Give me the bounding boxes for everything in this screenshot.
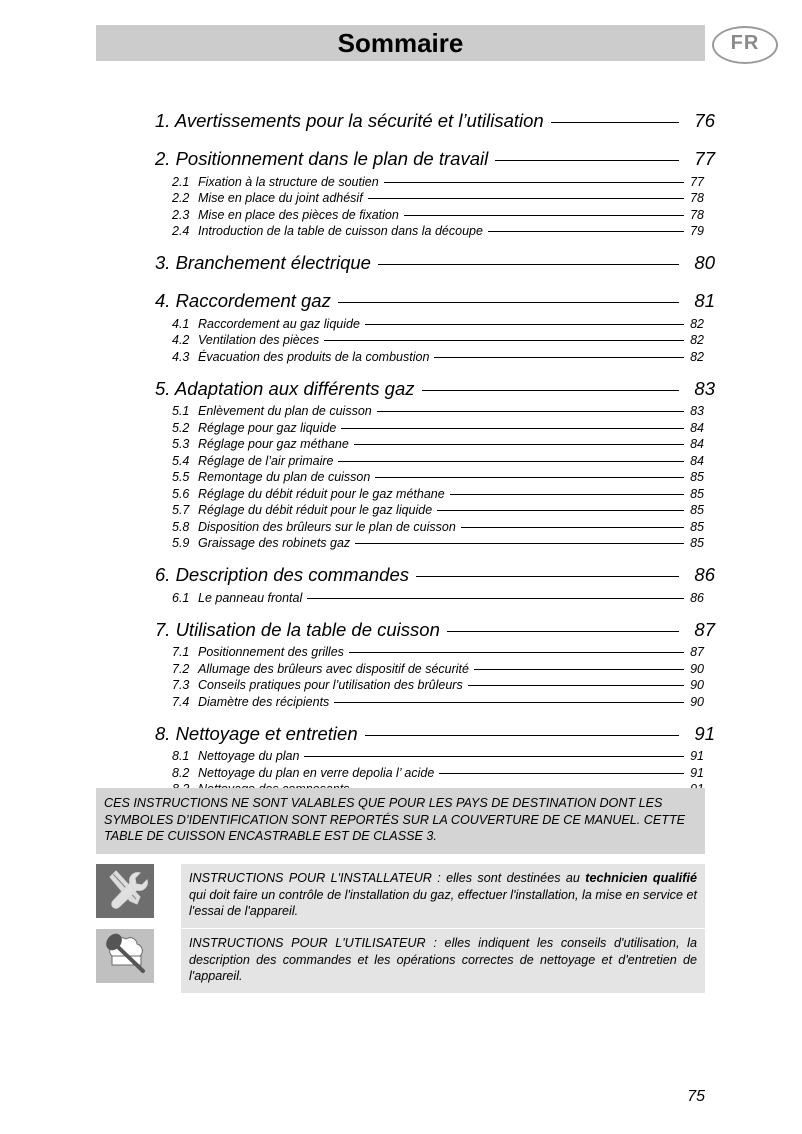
toc-sub-label xyxy=(172,678,466,692)
toc-sub-number: 7.4 xyxy=(172,694,190,709)
toc-sub-title: Évacuation des produits de la combustion xyxy=(198,349,430,364)
toc-sub-page: 90 xyxy=(690,661,704,676)
toc-sub-label xyxy=(172,520,459,534)
toc-leader-line xyxy=(404,215,684,216)
toc-main-page: 76 xyxy=(694,110,715,131)
toc-entry-main[interactable] xyxy=(155,550,715,588)
toc-sub-label xyxy=(172,437,352,451)
toc-sub-number: 6.1 xyxy=(172,590,190,605)
toc-sub-number: 5.1 xyxy=(172,404,190,418)
chef-hat-spoon-icon xyxy=(96,929,154,983)
toc-entry-sub[interactable] xyxy=(172,222,704,239)
toc-sub-page: 86 xyxy=(690,590,704,605)
toc-entry-sub[interactable] xyxy=(172,347,704,364)
toc-sub-page: 83 xyxy=(690,404,704,418)
toc-group xyxy=(0,96,802,134)
toc-sub-page: 84 xyxy=(690,437,704,451)
toc-group xyxy=(0,134,802,238)
toc-sub-label xyxy=(172,749,302,763)
language-badge: FR xyxy=(712,26,778,64)
toc-leader-line xyxy=(334,702,684,703)
toc-leader-line xyxy=(434,357,684,358)
toc-entry-main[interactable] xyxy=(155,238,715,276)
toc-main-page: 87 xyxy=(694,618,715,640)
toc-entry-main[interactable] xyxy=(155,364,715,402)
toc-main-page: 80 xyxy=(694,252,715,273)
toc-main-label: 8. Nettoyage et entretien xyxy=(155,722,358,744)
toc-leader-line xyxy=(416,576,679,577)
toc-sub-page: 85 xyxy=(690,470,704,484)
toc-entry-sub[interactable] xyxy=(172,331,704,348)
toc-sub-label xyxy=(172,487,448,501)
toc-sub-number: 5.9 xyxy=(172,536,190,550)
toc-leader-line xyxy=(377,411,684,412)
toc-sub-label xyxy=(172,766,437,780)
toc-entry-sub[interactable] xyxy=(172,468,704,485)
toc-entry-sub[interactable] xyxy=(172,588,704,605)
toc-sub-title: Enlèvement du plan de cuisson xyxy=(198,404,372,418)
toc-sub-page: 90 xyxy=(690,694,704,709)
toc-main-label: 2. Positionnement dans le plan de travail xyxy=(155,148,489,169)
toc-sub-page: 84 xyxy=(690,420,704,435)
toc-sub-label xyxy=(172,191,366,205)
toc-sub-page: 85 xyxy=(690,536,704,550)
toc-main-label: 1. Avertissements pour la sécurité et l’utilisation xyxy=(155,110,544,131)
toc-main-page: 77 xyxy=(694,148,715,169)
toc-entry-sub[interactable] xyxy=(172,314,704,331)
toc-sub-label xyxy=(172,454,336,468)
toc-leader-line xyxy=(375,477,684,478)
toc-sub-number: 5.3 xyxy=(172,437,190,451)
toc-sub-page: 78 xyxy=(690,191,704,205)
toc-sub-number: 7.2 xyxy=(172,661,190,676)
toc-leader-line xyxy=(368,198,684,199)
toc-leader-line xyxy=(468,685,684,686)
toc-sub-number: 5.2 xyxy=(172,420,190,435)
toc-leader-line xyxy=(338,302,679,303)
toc-sub-title: Fixation à la structure de soutien xyxy=(198,174,379,189)
toc-sub-label xyxy=(172,536,353,550)
toc-sub-number: 5.4 xyxy=(172,453,190,468)
toc-sub-title: Réglage pour gaz méthane xyxy=(198,437,349,451)
toc-sub-label xyxy=(172,175,382,189)
toc-sub-page: 91 xyxy=(690,749,704,763)
toc-leader-line xyxy=(422,390,679,391)
toc-sub-number: 8.1 xyxy=(172,749,190,763)
toc-main-label: 5. Adaptation aux différents gaz xyxy=(155,377,415,399)
toc-sub-title: Nettoyage du plan en verre depolia l’ acide xyxy=(198,765,435,780)
toc-sub-label xyxy=(172,591,305,605)
destination-countries-notice: CES INSTRUCTIONS NE SONT VALABLES QUE POUR LES PAYS DE DESTINATION DONT LES SYMBOLES D’IDENTIFICATION SONT REPORTÉS SUR LA COUVERTURE DE CE MANUEL. CETTE TABLE DE CUISSON ENCASTRABLE EST DE CLASSE 3. xyxy=(96,788,705,854)
toc-sub-number: 4.3 xyxy=(172,349,190,364)
toc-entry-sub[interactable] xyxy=(172,534,704,551)
toc-entry-sub[interactable] xyxy=(172,763,704,780)
toc-main-label: 7. Utilisation de la table de cuisson xyxy=(155,618,440,640)
toc-entry-sub[interactable] xyxy=(172,517,704,534)
toc-sub-title: Diamètre des récipients xyxy=(198,694,330,709)
toc-sub-page: 90 xyxy=(690,678,704,692)
toc-leader-line xyxy=(365,735,679,736)
toc-leader-line xyxy=(384,182,684,183)
toc-main-page: 86 xyxy=(694,564,715,585)
toc-leader-line xyxy=(551,122,679,123)
toc-sub-number: 2.2 xyxy=(172,191,190,205)
toc-sub-title: Positionnement des grilles xyxy=(198,645,344,659)
toc-group xyxy=(0,605,802,709)
toc-sub-label xyxy=(172,404,375,418)
toc-sub-title: Nettoyage du plan xyxy=(198,749,300,763)
toc-sub-page: 87 xyxy=(690,645,704,659)
toc-leader-line xyxy=(495,160,679,161)
toc-leader-line xyxy=(437,510,684,511)
page-number: 75 xyxy=(687,1088,705,1105)
toc-sub-label xyxy=(172,470,373,484)
toc-leader-line xyxy=(488,231,684,232)
toc-sub-page: 84 xyxy=(690,453,704,468)
toc-entry-sub[interactable] xyxy=(172,418,704,435)
toc-entry-sub[interactable] xyxy=(172,402,704,419)
toc-sub-label xyxy=(172,695,332,709)
toc-sub-number: 7.3 xyxy=(172,678,190,692)
toc-leader-line xyxy=(461,527,684,528)
toc-sub-page: 85 xyxy=(690,486,704,501)
toc-leader-line xyxy=(341,428,684,429)
toc-entry-sub[interactable] xyxy=(172,643,704,660)
toc-main-label: 4. Raccordement gaz xyxy=(155,290,331,311)
toc-entry-sub[interactable] xyxy=(172,172,704,189)
toc-sub-label xyxy=(172,421,339,435)
toc-sub-number: 2.1 xyxy=(172,174,190,189)
toc-sub-label xyxy=(172,662,472,676)
toc-main-page: 81 xyxy=(694,290,715,311)
toc-sub-title: Réglage pour gaz liquide xyxy=(198,420,337,435)
toc-group xyxy=(0,238,802,276)
toc-entry-sub[interactable] xyxy=(172,692,704,709)
toc-entry-main[interactable] xyxy=(155,96,715,134)
toc-sub-number: 5.5 xyxy=(172,470,190,484)
toc-leader-line xyxy=(378,264,679,265)
toc-group xyxy=(0,364,802,551)
toc-sub-number: 4.2 xyxy=(172,333,190,347)
toc-group xyxy=(0,276,802,364)
toc-sub-label xyxy=(172,350,432,364)
toc-sub-label xyxy=(172,317,363,331)
toc-sub-page: 77 xyxy=(690,174,704,189)
toc-sub-number: 8.2 xyxy=(172,765,190,780)
toc-sub-number: 4.1 xyxy=(172,316,190,331)
toc-entry-sub[interactable] xyxy=(172,451,704,468)
toc-leader-line xyxy=(447,631,679,632)
installer-text-after: qui doit faire un contrôle de l'installation du gaz, effectuer l'installation, la mise en service et l'essai de l'appareil. xyxy=(189,887,697,918)
installer-instructions-block xyxy=(96,864,705,928)
toc-entry-main[interactable] xyxy=(155,134,715,172)
toc-sub-title: Raccordement au gaz liquide xyxy=(198,316,360,331)
toc-entry-sub[interactable] xyxy=(172,205,704,222)
toc-sub-title: Ventilation des pièces xyxy=(198,333,320,347)
table-of-contents xyxy=(0,96,802,796)
toc-sub-title: Mise en place du joint adhésif xyxy=(198,191,363,205)
installer-text-bold: technicien qualifié xyxy=(585,871,697,885)
user-instructions-text: INSTRUCTIONS POUR L'UTILISATEUR : elles indiquent les conseils d'utilisation, la description des commandes et les opérations correctes de nettoyage et d'entretien de l'appareil. xyxy=(181,929,705,993)
toc-leader-line xyxy=(324,340,684,341)
toc-leader-line xyxy=(349,652,684,653)
toc-entry-sub[interactable] xyxy=(172,501,704,518)
toc-sub-title: Introduction de la table de cuisson dans la découpe xyxy=(198,224,483,238)
toc-main-page: 83 xyxy=(694,377,715,399)
toc-leader-line xyxy=(450,494,684,495)
toc-sub-page: 82 xyxy=(690,349,704,364)
user-instructions-block xyxy=(96,929,705,993)
toc-sub-label xyxy=(172,208,402,222)
toc-sub-title: Graissage des robinets gaz xyxy=(198,536,351,550)
toc-entry-sub[interactable] xyxy=(172,189,704,206)
toc-sub-page: 85 xyxy=(690,503,704,517)
toc-sub-label xyxy=(172,333,322,347)
toc-leader-line xyxy=(304,756,684,757)
toc-entry-sub[interactable] xyxy=(172,676,704,693)
toc-entry-sub[interactable] xyxy=(172,747,704,764)
toc-sub-page: 79 xyxy=(690,224,704,238)
toc-sub-title: Disposition des brûleurs sur le plan de cuisson xyxy=(198,519,456,534)
toc-entry-main[interactable] xyxy=(155,709,715,747)
toc-leader-line xyxy=(355,543,684,544)
toc-sub-title: Remontage du plan de cuisson xyxy=(198,470,371,484)
toc-sub-page: 82 xyxy=(690,333,704,347)
toc-leader-line xyxy=(307,598,684,599)
toc-sub-number: 5.7 xyxy=(172,503,190,517)
toc-main-label: 3. Branchement électrique xyxy=(155,252,371,273)
toc-sub-page: 85 xyxy=(690,519,704,534)
toc-sub-label xyxy=(172,224,486,238)
toc-sub-number: 2.3 xyxy=(172,207,190,222)
installer-instructions-text xyxy=(181,864,705,928)
installer-text-before: INSTRUCTIONS POUR L'INSTALLATEUR : elles sont destinées au xyxy=(189,871,586,885)
wrench-screwdriver-icon xyxy=(96,864,154,918)
toc-sub-title: Allumage des brûleurs avec dispositif de sécurité xyxy=(198,661,469,676)
toc-sub-title: Conseils pratiques pour l’utilisation des brûleurs xyxy=(198,678,463,692)
toc-group xyxy=(0,709,802,797)
toc-sub-page: 91 xyxy=(690,765,704,780)
toc-group xyxy=(0,550,802,605)
toc-entry-sub[interactable] xyxy=(172,484,704,501)
toc-leader-line xyxy=(365,324,684,325)
toc-sub-title: Réglage du débit réduit pour le gaz méthane xyxy=(198,486,445,501)
toc-leader-line xyxy=(338,461,684,462)
toc-sub-page: 82 xyxy=(690,316,704,331)
page-header xyxy=(0,25,802,63)
toc-sub-title: Réglage de l’air primaire xyxy=(198,453,334,468)
toc-sub-number: 5.8 xyxy=(172,519,190,534)
toc-sub-title: Mise en place des pièces de fixation xyxy=(198,207,399,222)
toc-sub-label xyxy=(172,503,435,517)
page-title: Sommaire xyxy=(337,28,464,58)
toc-main-page: 91 xyxy=(694,722,715,744)
toc-entry-sub[interactable] xyxy=(172,659,704,676)
toc-entry-sub[interactable] xyxy=(172,435,704,452)
toc-sub-title: Le panneau frontal xyxy=(198,590,303,605)
toc-sub-number: 7.1 xyxy=(172,645,190,659)
toc-sub-title: Réglage du débit réduit pour le gaz liquide xyxy=(198,503,433,517)
toc-sub-number: 5.6 xyxy=(172,486,190,501)
toc-main-label: 6. Description des commandes xyxy=(155,564,409,585)
toc-entry-main[interactable] xyxy=(155,276,715,314)
toc-leader-line xyxy=(474,669,684,670)
toc-leader-line xyxy=(439,773,684,774)
toc-sub-label xyxy=(172,645,347,659)
toc-sub-page: 78 xyxy=(690,207,704,222)
toc-sub-number: 2.4 xyxy=(172,224,190,238)
toc-leader-line xyxy=(354,444,684,445)
toc-entry-main[interactable] xyxy=(155,605,715,643)
